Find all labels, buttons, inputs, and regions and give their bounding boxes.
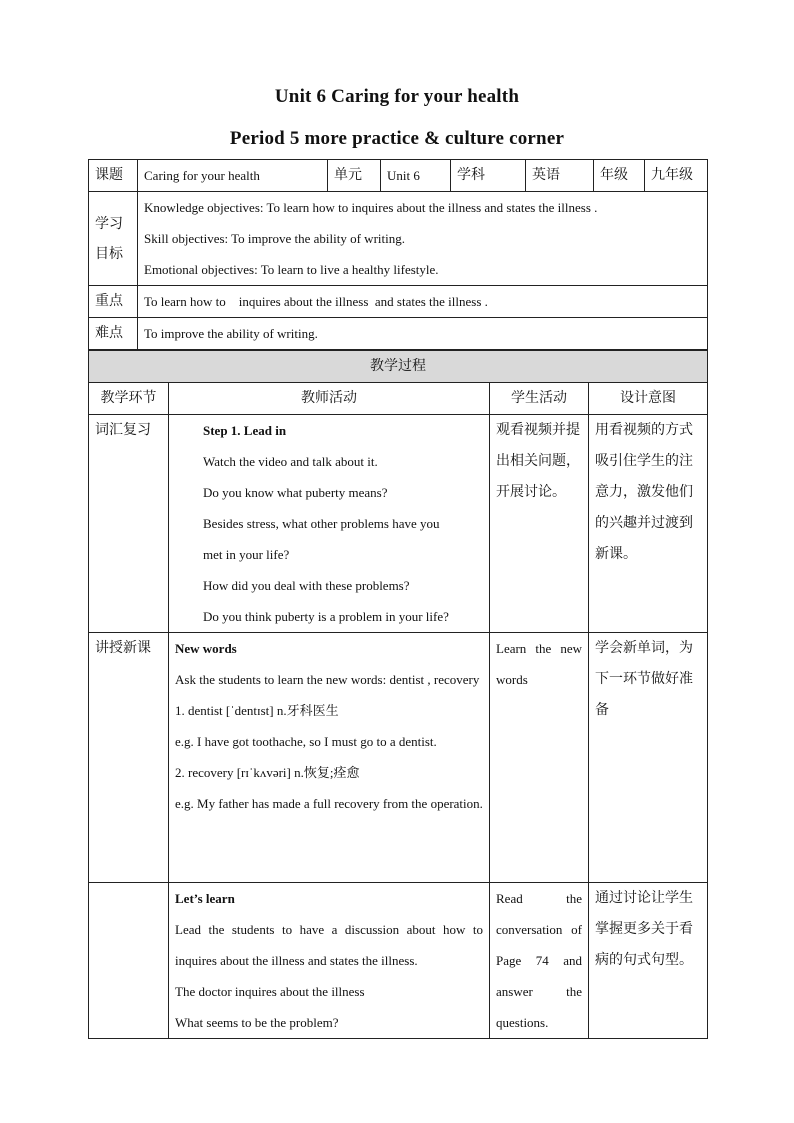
teacher-line: How did you deal with these problems? <box>203 578 410 593</box>
teacher-activity-lets-learn <box>169 883 490 1039</box>
new-words-heading: New words <box>175 641 237 656</box>
objectives-label: 学习目标 <box>89 192 138 286</box>
unit-value: Unit 6 <box>381 160 451 192</box>
col-stage-header: 教学环节 <box>89 383 169 415</box>
lets-learn-heading: Let’s learn <box>175 891 235 906</box>
info-table <box>88 159 708 350</box>
teacher-line: The doctor inquires about the illness <box>175 984 365 999</box>
objectives-content <box>138 192 708 286</box>
grade-value: 九年级 <box>645 160 708 192</box>
stage-new-lesson: 讲授新课 <box>89 633 169 883</box>
teacher-line: Do you think puberty is a problem in your life? <box>203 609 449 624</box>
teacher-line: 2. recovery [rɪˈkʌvəri] n.恢复;痊愈 <box>175 765 360 780</box>
student-activity-lead-in: 观看视频并提出相关问题，开展讨论。 <box>490 415 589 633</box>
col-student-header: 学生活动 <box>490 383 589 415</box>
knowledge-objective: Knowledge objectives: To learn how to inquires about the illness and states the illness . <box>144 200 598 215</box>
teacher-line: Lead the students to have a discussion about how to inquires about the illness and states the illness. <box>175 922 483 968</box>
difficulty-value: To improve the ability of writing. <box>138 318 708 350</box>
teacher-line: 1. dentist [ˈdentɪst] n.牙科医生 <box>175 703 339 718</box>
teacher-line: e.g. My father has made a full recovery from the operation. <box>175 796 483 811</box>
document-subtitle: Period 5 more practice & culture corner <box>229 128 565 149</box>
teacher-line: Do you know what puberty means? <box>203 485 388 500</box>
topic-label: 课题 <box>89 160 138 192</box>
design-intent-lets-learn: 通过讨论让学生掌握更多关于看病的句式句型。 <box>589 883 708 1039</box>
teacher-line: Besides stress, what other problems have you <box>203 516 440 531</box>
teacher-line: e.g. I have got toothache, so I must go to a dentist. <box>175 734 437 749</box>
difficulty-label: 难点 <box>89 318 138 350</box>
unit-label: 单元 <box>328 160 381 192</box>
topic-value: Caring for your health <box>138 160 328 192</box>
teacher-line: What seems to be the problem? <box>175 1015 339 1030</box>
student-activity-text: Read the conversation of Page 74 and answer the questions. <box>496 891 582 1030</box>
key-point-value: To learn how to inquires about the illness and states the illness . <box>138 286 708 318</box>
teacher-activity-lead-in <box>169 415 490 633</box>
emotional-objective: Emotional objectives: To learn to live a healthy lifestyle. <box>144 262 439 277</box>
skill-objective: Skill objectives: To improve the ability of writing. <box>144 231 405 246</box>
step1-heading: Step 1. Lead in <box>203 423 287 438</box>
subject-label: 学科 <box>451 160 526 192</box>
design-intent-new-words: 学会新单词，为下一环节做好准备 <box>589 633 708 883</box>
student-activity-text: Learn the new words <box>496 641 582 687</box>
col-teacher-header: 教师活动 <box>169 383 490 415</box>
stage-continued <box>89 883 169 1039</box>
student-activity-lets-learn <box>490 883 589 1039</box>
design-intent-lead-in: 用看视频的方式吸引住学生的注意力，激发他们的兴趣并过渡到新课。 <box>589 415 708 633</box>
document-title: Unit 6 Caring for your health <box>274 86 520 107</box>
process-heading: 教学过程 <box>89 351 708 383</box>
key-point-label: 重点 <box>89 286 138 318</box>
teacher-activity-new-words <box>169 633 490 883</box>
teacher-line: Ask the students to learn the new words: dentist , recovery <box>175 672 480 687</box>
grade-label: 年级 <box>594 160 645 192</box>
teacher-line: Watch the video and talk about it. <box>203 454 378 469</box>
teacher-line: met in your life? <box>203 547 290 562</box>
col-design-header: 设计意图 <box>589 383 708 415</box>
subject-value: 英语 <box>526 160 594 192</box>
stage-vocab-review: 词汇复习 <box>89 415 169 633</box>
process-table <box>88 350 708 1039</box>
student-activity-new-words <box>490 633 589 883</box>
